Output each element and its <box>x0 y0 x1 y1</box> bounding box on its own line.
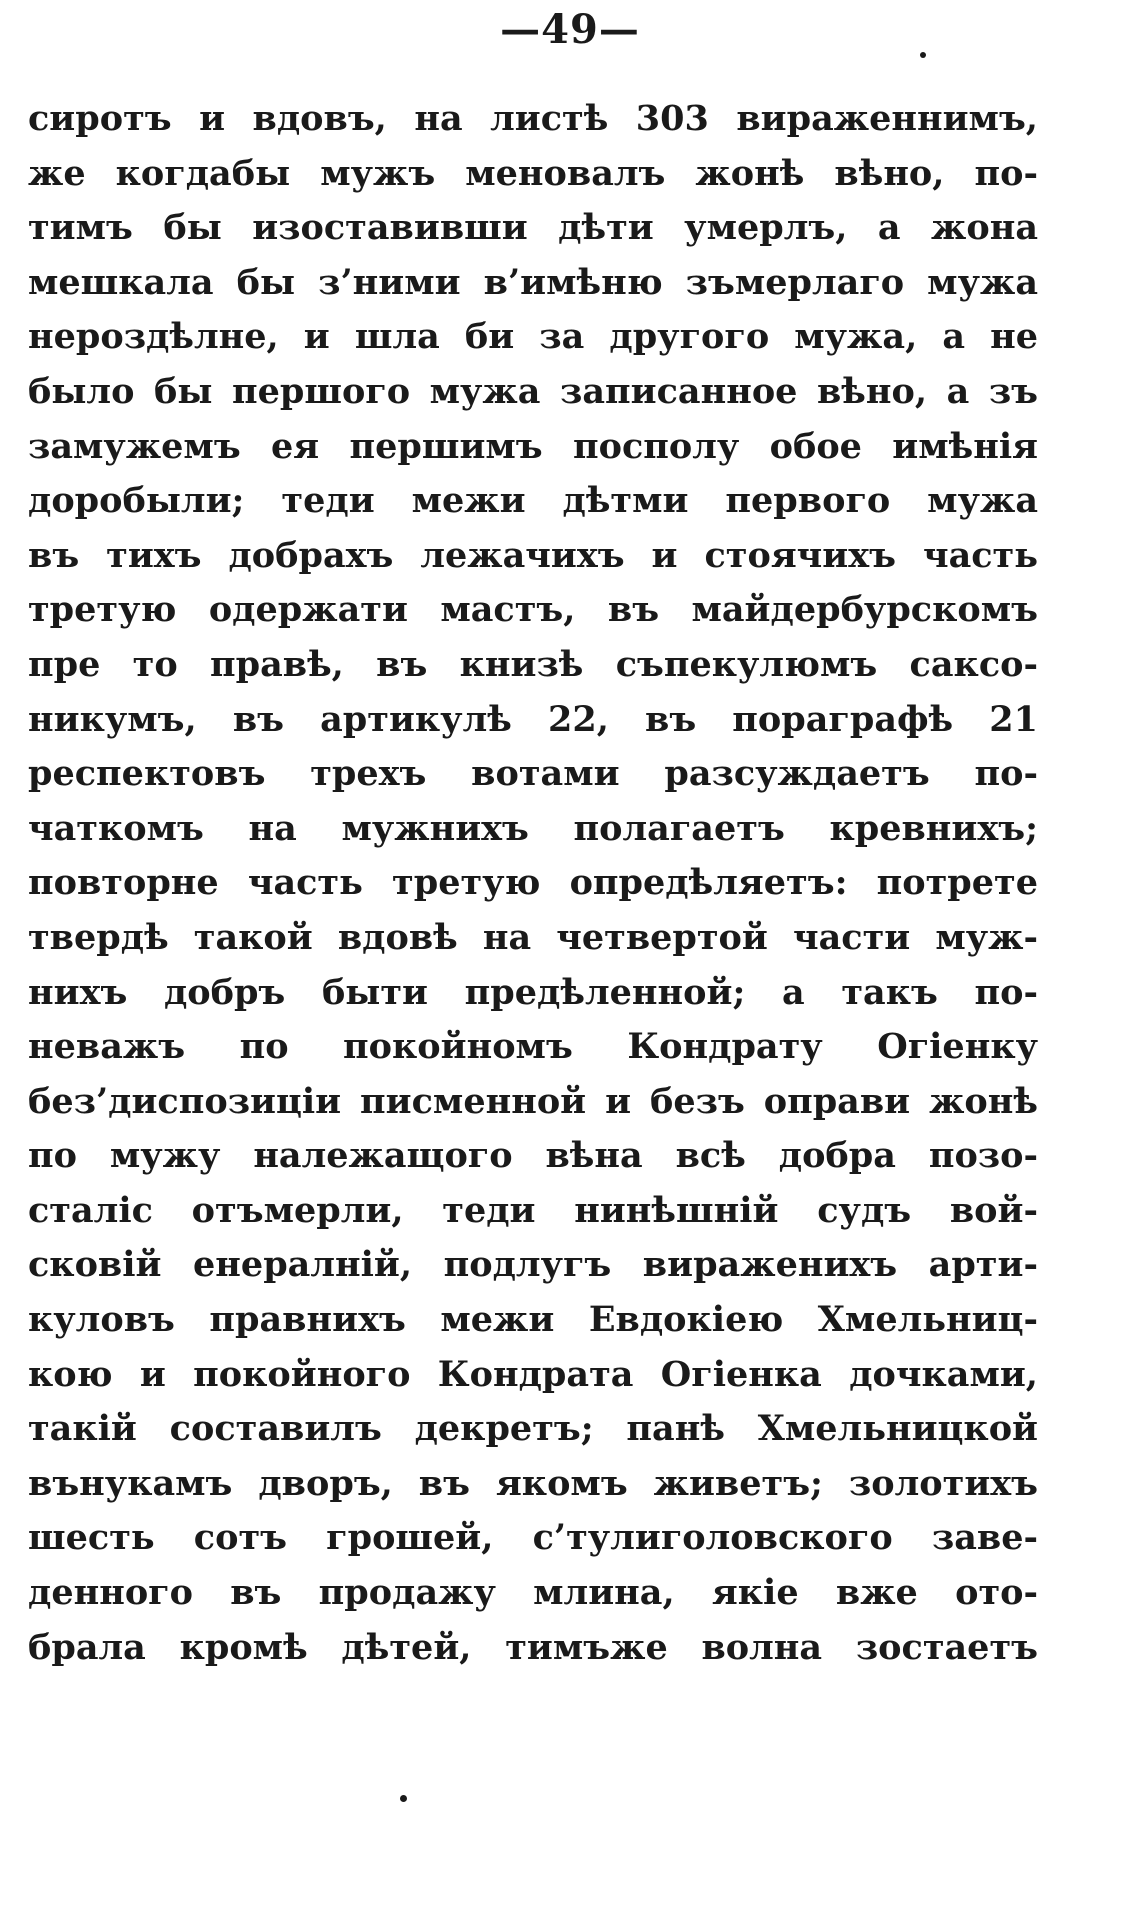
text-line: шесть сотъ грошей, с’тулиголовского заве- <box>28 1517 1038 1559</box>
text-line: денного въ продажу млина, якіе вже ото- <box>28 1572 1038 1614</box>
text-line: пре то правѣ, въ книзѣ съпекулюмъ саксо- <box>28 643 1038 685</box>
text-line: третую одержати мастъ, въ майдербурскомъ <box>28 589 1038 631</box>
text-line: вънукамъ дворъ, въ якомъ живетъ; золотихъ <box>28 1462 1038 1504</box>
text-line: куловъ правнихъ межи Евдокіею Хмельниц- <box>28 1299 1038 1341</box>
text-line: такій составилъ декретъ; панѣ Хмельницкой <box>28 1408 1038 1450</box>
text-line: тимъ бы изоставивши дѣти умерлъ, а жона <box>28 207 1038 249</box>
text-line: респектовъ трехъ вотами разсуждаетъ по- <box>28 753 1038 795</box>
text-line: сталіс отъмерли, теди нинѣшній судъ вой- <box>28 1189 1038 1231</box>
text-line: по мужу належащого вѣна всѣ добра позо- <box>28 1135 1038 1177</box>
text-line: нихъ добръ быти предѣленной; а такъ по- <box>28 971 1038 1013</box>
text-line: доробыли; теди межи дѣтми первого мужа <box>28 480 1038 522</box>
text-line: нероздѣлне, и шла би за другого мужа, а не <box>28 316 1038 358</box>
text-line: было бы першого мужа записанное вѣно, а зъ <box>28 370 1038 412</box>
text-line: никумъ, въ артикулѣ 22, въ пораграфѣ 21 <box>28 698 1038 740</box>
text-line: повторне часть третую опредѣляетъ: потрете <box>28 862 1038 904</box>
text-line: чаткомъ на мужнихъ полагаетъ кревнихъ; <box>28 807 1038 849</box>
text-line: мешкала бы з’ними в’имѣню зъмерлаго мужа <box>28 261 1038 303</box>
text-line: твердѣ такой вдовѣ на четвертой части муж- <box>28 916 1038 958</box>
text-line: въ тихъ добрахъ лежачихъ и стоячихъ часть <box>28 534 1038 576</box>
text-line: кою и покойного Кондрата Огіенка дочками, <box>28 1353 1038 1395</box>
text-line: неважъ по покойномъ Кондрату Огіенку <box>28 1026 1038 1068</box>
page-number: —49— <box>500 6 640 53</box>
body-text <box>28 92 1038 1675</box>
text-line: же когдабы мужъ меновалъ жонѣ вѣно, по- <box>28 152 1038 194</box>
text-line: брала кромѣ дѣтей, тимъже волна зостаетъ <box>28 1626 1038 1668</box>
text-line: сковій енералній, подлугъ вираженихъ арти- <box>28 1244 1038 1286</box>
print-speck <box>920 52 926 58</box>
text-line: без’диспозиціи писменной и безъ оправи жонѣ <box>28 1080 1038 1122</box>
text-line: замужемъ ея першимъ посполу обое имѣнія <box>28 425 1038 467</box>
text-line: сиротъ и вдовъ, на листѣ 303 вираженнимъ, <box>28 98 1038 139</box>
print-speck <box>400 1795 407 1802</box>
